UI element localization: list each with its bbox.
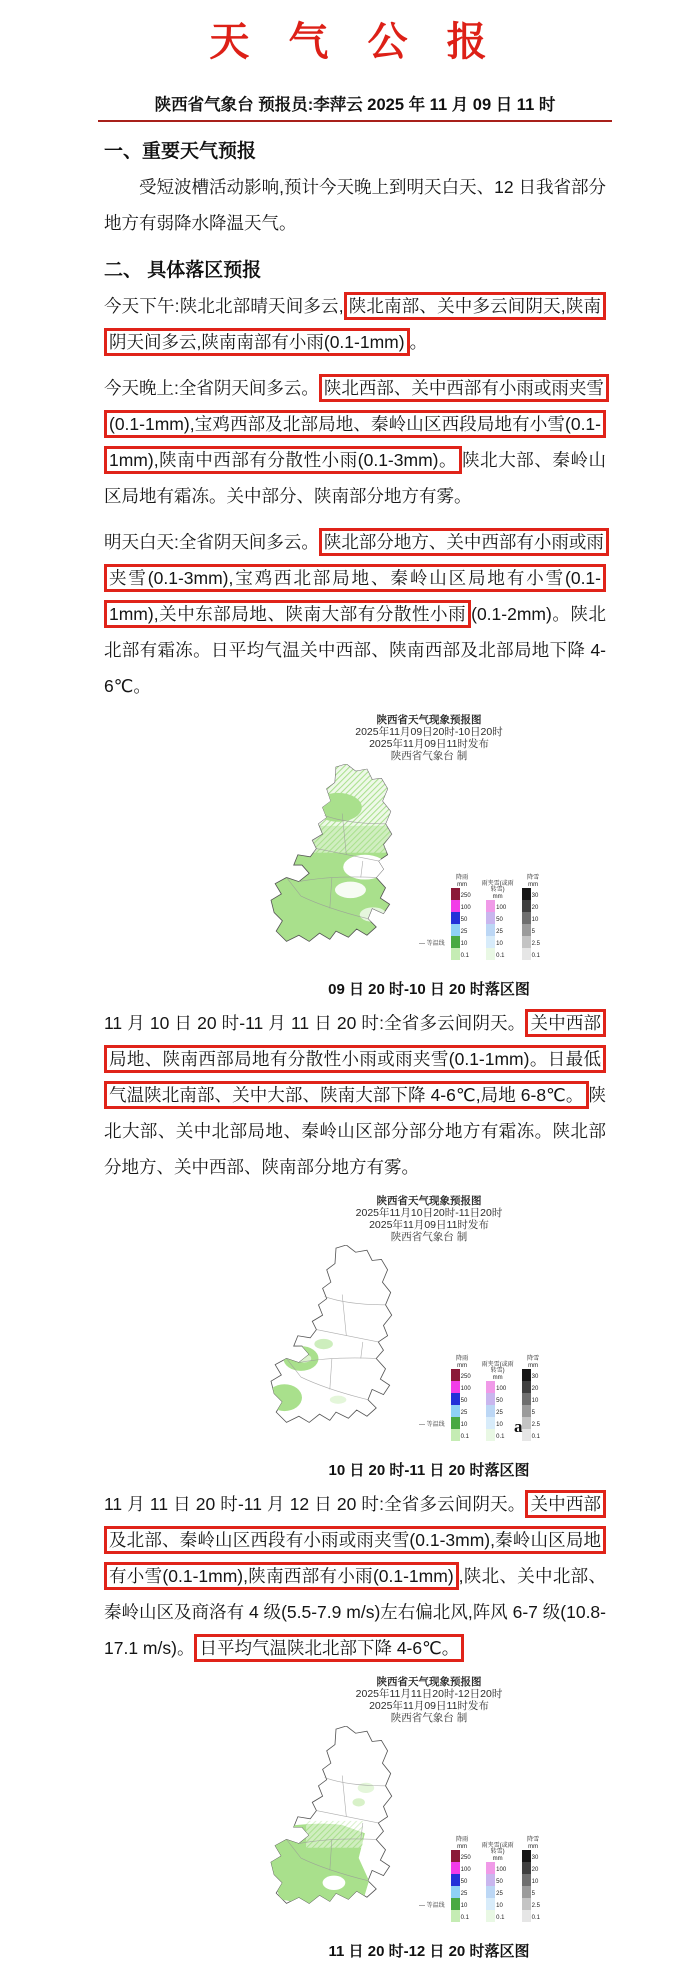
legend-swatch (451, 1862, 460, 1874)
map-figure-2 (214, 1195, 644, 1480)
legend-snow-column (522, 1837, 545, 1922)
body-text: 陕北大部、秦岭山区局地有霜冻。关中部分、陕南部分地方有雾。 (104, 450, 606, 506)
legend-swatch (522, 1429, 531, 1441)
legend-label: mm (457, 1362, 468, 1369)
legend-tick: 250 (460, 1374, 471, 1380)
legend-tick: 2.5 (531, 1422, 541, 1428)
legend-tick: 25 (460, 1410, 468, 1416)
legend-tick: 5 (531, 1410, 536, 1416)
map-2-canvas (214, 1243, 644, 1445)
legend-swatch (522, 948, 531, 960)
body-text: 陕北大部、关中北部局地、秦岭山区部分部分地方有霜冻。陕北部分地方、关中西部、陕南部分地方有雾。 (104, 1085, 606, 1177)
legend-tick: 20 (531, 905, 539, 911)
legend-rain-column (451, 875, 474, 960)
legend-tick: 100 (496, 905, 507, 911)
legend-swatch (486, 936, 495, 948)
legend-swatch (451, 948, 460, 960)
map-header-line: 陕西省气象台 制 (390, 1712, 468, 1724)
highlighted-text: 关中西部局地、陕南西部局地有分散性小雨或雨夹雪(0.1-1mm)。日最低气温陕北南部、关中大部、陕南大部下降 4-6℃,局地 6-8℃。 (104, 1009, 606, 1109)
legend-swatch (522, 924, 531, 936)
legend-tick: 20 (531, 1386, 539, 1392)
legend-sleet-column (480, 1843, 516, 1923)
legend-label: mm (492, 1855, 503, 1862)
legend-rain-column (451, 1356, 474, 1441)
legend-swatch (486, 924, 495, 936)
legend-tick: 100 (460, 1386, 471, 1392)
map-1-image (270, 764, 414, 960)
legend-label: mm (492, 1374, 503, 1381)
legend-tick: 10 (496, 1903, 503, 1909)
legend-tick: 0.1 (531, 1915, 541, 1921)
legend-tick: 50 (460, 1398, 468, 1404)
body-text: (0.1-2mm)。陕北北部有霜冻。日平均气温关中西部、陕南西部及北部局地下降 4-6℃。 (104, 604, 606, 696)
legend-tick: 10 (460, 941, 468, 947)
legend-tick: 5 (531, 929, 536, 935)
legend-swatch (451, 1886, 460, 1898)
legend-tick: 100 (496, 1867, 507, 1873)
legend-tick: 0.1 (496, 1915, 505, 1921)
map-header-line: 陕西省天气现象预报图 (376, 714, 482, 726)
highlighted-text: 陕北南部、关中多云间阴天,陕南阴天间多云,陕南南部有小雨(0.1-1mm) (104, 292, 606, 356)
legend-tick: 10 (531, 1398, 539, 1404)
legend-tick: 30 (531, 1374, 539, 1380)
legend-tick: 0.1 (496, 1434, 505, 1440)
legend-label: 降雨 (456, 1837, 469, 1843)
legend-tick: 25 (460, 1891, 468, 1897)
legend-swatch (522, 1369, 531, 1381)
legend-label: 雨夹雪(或雨转雪) (481, 880, 514, 893)
highlighted-text: 关中西部及北部、秦岭山区西段有小雨或雨夹雪(0.1-3mm),秦岭山区局地有小雪(0.1-1mm),陕南西部有小雨(0.1-1mm) (104, 1490, 606, 1590)
legend-label: 降雨 (456, 1356, 469, 1362)
intro-paragraph (104, 169, 606, 241)
legend-swatch (486, 1874, 495, 1886)
map-header-line: 陕西省天气现象预报图 (376, 1676, 482, 1688)
map-2-header (214, 1195, 644, 1243)
legend-tick: 10 (460, 1903, 468, 1909)
legend-swatch (451, 1417, 460, 1429)
map-header-line: 2025年11月11日20时-12日20时 (355, 1688, 503, 1700)
map-3-header (214, 1676, 644, 1724)
legend-swatch (451, 1393, 460, 1405)
legend-swatch (486, 1381, 495, 1393)
map-1-legend (419, 875, 545, 960)
forecast-paragraph-10-11 (104, 1005, 606, 1185)
legend-tick: 10 (496, 941, 503, 947)
legend-swatch (522, 888, 531, 900)
legend-snow-column (522, 1356, 545, 1441)
legend-swatch (451, 1369, 460, 1381)
legend-label: 雨夹雪(或雨转雪) (481, 1361, 514, 1374)
legend-label: 雨夹雪(或雨转雪) (481, 1842, 514, 1855)
legend-label: 降雪 (527, 1837, 540, 1843)
map-figure-3 (214, 1676, 644, 1961)
legend-sleet-column (480, 881, 516, 961)
legend-swatch (451, 888, 460, 900)
map-1-header (214, 714, 644, 762)
map-header-line: 2025年11月09日11时发布 (369, 1700, 489, 1712)
legend-tick: 10 (531, 917, 539, 923)
legend-tick: 2.5 (531, 941, 541, 947)
map-1-caption: 09 日 20 时-10 日 20 时落区图 (328, 981, 530, 998)
body-text: 明天白天:全省阴天间多云。 (104, 532, 319, 552)
legend-swatch (451, 1405, 460, 1417)
legend-snow-column (522, 875, 545, 960)
legend-tick: 0.1 (460, 1915, 470, 1921)
legend-swatch (486, 1393, 495, 1405)
legend-label: mm (492, 893, 503, 900)
legend-swatch (486, 1910, 495, 1922)
body-text: 今天晚上:全省阴天间多云。 (104, 378, 319, 398)
legend-swatch (451, 1874, 460, 1886)
forecast-paragraph-11-12 (104, 1486, 606, 1666)
legend-tick: 10 (496, 1422, 503, 1428)
map-header-line: 陕西省天气现象预报图 (376, 1195, 482, 1207)
legend-swatch (522, 1850, 531, 1862)
legend-swatch (522, 1405, 531, 1417)
legend-tick: 50 (496, 1398, 503, 1404)
map-3-canvas (214, 1724, 644, 1926)
legend-label: mm (528, 1362, 539, 1369)
legend-label: mm (528, 881, 539, 888)
legend-tick: 50 (460, 1879, 468, 1885)
legend-swatch (451, 912, 460, 924)
legend-swatch (451, 1429, 460, 1441)
legend-label: mm (528, 1843, 539, 1850)
map-3-legend (419, 1837, 545, 1922)
body-text: ,陕北、关中北部、秦岭山区及商洛有 4 级(5.5-7.9 m/s)左右偏北风,阵风 6-7 级(10.8-17.1 m/s)。 (104, 1566, 606, 1658)
legend-swatch (486, 1898, 495, 1910)
forecast-paragraph-afternoon (104, 288, 606, 360)
legend-tick: 100 (460, 905, 471, 911)
legend-tick: 50 (460, 917, 468, 923)
legend-tick: 0.1 (460, 953, 470, 959)
map-header-line: 陕西省气象台 制 (390, 750, 468, 762)
legend-swatch (522, 1393, 531, 1405)
legend-swatch (522, 900, 531, 912)
legend-tick: 0.1 (531, 1434, 541, 1440)
legend-swatch (451, 1850, 460, 1862)
legend-swatch (486, 1417, 495, 1429)
legend-tick: 100 (496, 1386, 507, 1392)
legend-swatch (486, 1886, 495, 1898)
legend-tick: 10 (460, 1422, 468, 1428)
map-1-canvas (214, 762, 644, 964)
legend-tick: 25 (496, 1891, 503, 1897)
legend-isoline: — 等温线 (419, 1422, 445, 1428)
map-figure-1 (214, 714, 644, 999)
legend-swatch (451, 924, 460, 936)
map-header-line: 2025年11月09日11时发布 (369, 738, 489, 750)
body-text: 11 月 10 日 20 时-11 月 11 日 20 时:全省多云间阴天。 (104, 1013, 526, 1033)
legend-tick: 2.5 (531, 1903, 541, 1909)
legend-isoline: — 等温线 (419, 941, 445, 947)
legend-tick: 250 (460, 893, 471, 899)
section1-heading: 一、重要天气预报 (104, 141, 257, 162)
legend-swatch (522, 1874, 531, 1886)
legend-swatch (522, 912, 531, 924)
map-3-caption: 11 日 20 时-12 日 20 时落区图 (328, 1943, 530, 1960)
legend-swatch (486, 1862, 495, 1874)
legend-tick: 10 (531, 1879, 539, 1885)
map-3-image (270, 1726, 414, 1922)
legend-rain-column (451, 1837, 474, 1922)
legend-tick: 20 (531, 1867, 539, 1873)
legend-swatch (451, 1381, 460, 1393)
legend-swatch (486, 912, 495, 924)
legend-tick: 25 (460, 929, 468, 935)
legend-label: 降雨 (456, 875, 469, 881)
legend-swatch (451, 1910, 460, 1922)
map-2-image (270, 1245, 414, 1441)
legend-tick: 25 (496, 929, 503, 935)
legend-tick: 0.1 (496, 953, 505, 959)
legend-label: 降雪 (527, 1356, 540, 1362)
page-title: 天 气 公 报 (209, 20, 501, 64)
meta-line: 陕西省气象台 预报员:李萍云 2025 年 11 月 09 日 11 时 (98, 91, 612, 122)
highlighted-text: 陕北西部、关中西部有小雨或雨夹雪(0.1-1mm),宝鸡西部及北部局地、秦岭山区西段局地有小雪(0.1-1mm),陕南中西部有分散性小雨(0.1-3mm)。 (104, 374, 609, 474)
legend-label: mm (457, 1843, 468, 1850)
legend-swatch (522, 1381, 531, 1393)
legend-swatch (522, 1862, 531, 1874)
legend-tick: 50 (496, 1879, 503, 1885)
body-text: 受短波槽活动影响,预计今天晚上到明天白天、12 日我省部分地方有弱降水降温天气。 (104, 177, 606, 233)
legend-tick: 5 (531, 1891, 536, 1897)
highlighted-text: 陕北部分地方、关中西部有小雨或雨夹雪(0.1-3mm),宝鸡西北部局地、秦岭山区局地有小雪(0.1-1mm),关中东部局地、陕南大部有分散性小雨 (104, 528, 609, 628)
map-2-legend (419, 1356, 545, 1441)
legend-tick: 100 (460, 1867, 471, 1873)
legend-swatch (486, 1429, 495, 1441)
body-text: 。 (409, 332, 428, 352)
map-header-line: 2025年11月09日20时-10日20时 (355, 726, 503, 738)
legend-swatch (486, 948, 495, 960)
legend-sleet-column (480, 1362, 516, 1442)
forecast-paragraph-tomorrow (104, 524, 606, 704)
legend-tick: 30 (531, 1855, 539, 1861)
highlighted-text: 日平均气温陕北北部下降 4-6℃。 (194, 1634, 464, 1662)
legend-swatch (451, 936, 460, 948)
section2-heading: 二、 具体落区预报 (104, 260, 262, 281)
forecast-paragraph-tonight (104, 370, 606, 514)
legend-isoline: — 等温线 (419, 1903, 445, 1909)
legend-swatch (486, 1405, 495, 1417)
map-header-line: 陕西省气象台 制 (390, 1231, 468, 1243)
legend-swatch (522, 936, 531, 948)
legend-tick: 0.1 (460, 1434, 470, 1440)
legend-label: 降雪 (527, 875, 540, 881)
body-text: 11 月 11 日 20 时-11 月 12 日 20 时:全省多云间阴天。 (104, 1494, 526, 1514)
legend-tick: 25 (496, 1410, 503, 1416)
legend-tick: 250 (460, 1855, 471, 1861)
map-2-note: a (514, 1417, 523, 1436)
legend-label: mm (457, 881, 468, 888)
body-text: 今天下午:陕北北部晴天间多云, (104, 296, 344, 316)
legend-tick: 0.1 (531, 953, 541, 959)
legend-tick: 50 (496, 917, 503, 923)
legend-swatch (451, 900, 460, 912)
legend-tick: 30 (531, 893, 539, 899)
legend-swatch (522, 1910, 531, 1922)
map-header-line: 2025年11月10日20时-11日20时 (355, 1207, 503, 1219)
legend-swatch (486, 900, 495, 912)
legend-swatch (522, 1886, 531, 1898)
legend-swatch (522, 1417, 531, 1429)
map-2-caption: 10 日 20 时-11 日 20 时落区图 (328, 1462, 530, 1479)
legend-swatch (451, 1898, 460, 1910)
legend-swatch (522, 1898, 531, 1910)
map-header-line: 2025年11月09日11时发布 (369, 1219, 489, 1231)
